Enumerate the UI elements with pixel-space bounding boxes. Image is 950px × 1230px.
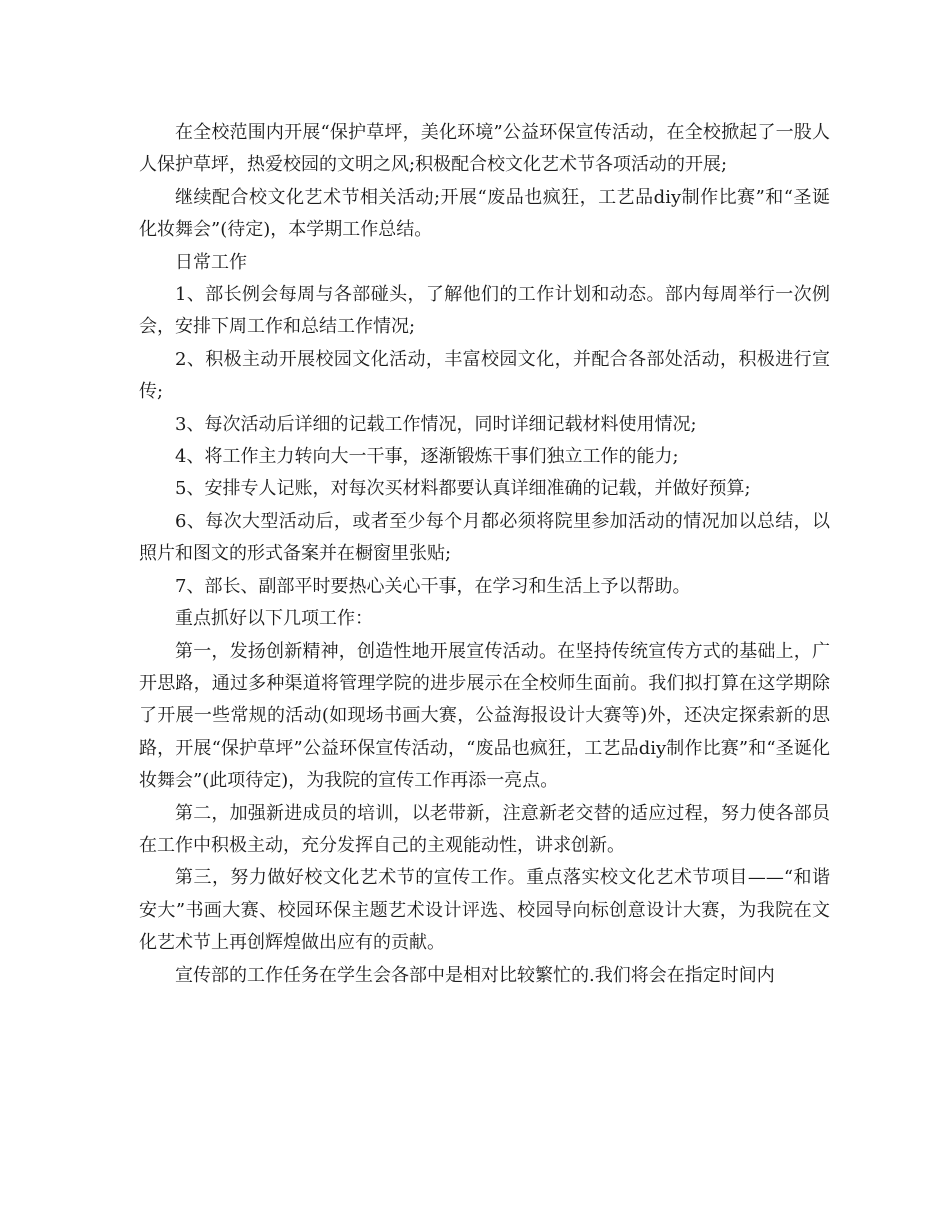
paragraph-second: 第二，加强新进成员的培训，以老带新，注意新老交替的适应过程，努力使各部员在工作中积极主动，充分发挥自己的主观能动性，讲求创新。 bbox=[139, 802, 830, 856]
list-item-2: 2、积极主动开展校园文化活动，丰富校园文化，并配合各部处活动，积极进行宣传; bbox=[139, 348, 830, 403]
heading-daily-work: 日常工作 bbox=[175, 251, 247, 273]
list-item-1: 1、部长例会每周与各部碰头，了解他们的工作计划和动态。部内每周举行一次例会，安排下周工作和总结工作情况; bbox=[139, 284, 830, 338]
list-item-4: 4、将工作主力转向大一干事，逐渐锻炼干事们独立工作的能力; bbox=[175, 446, 679, 468]
list-item-3: 3、每次活动后详细的记载工作情况，同时详细记载材料使用情况; bbox=[175, 413, 697, 435]
heading-key-work: 重点抓好以下几项工作： bbox=[175, 608, 373, 630]
paragraph-closing: 宣传部的工作任务在学生会各部中是相对比较繁忙的.我们将会在指定时间内 bbox=[175, 964, 775, 986]
paragraph-campaign: 在全校范围内开展“保护草坪，美化环境”公益环保宣传活动，在全校掀起了一股人人保护草坪，热爱校园的文明之风;积极配合校文化艺术节各项活动的开展; bbox=[139, 122, 830, 176]
list-item-5: 5、安排专人记账，对每次买材料都要认真详细准确的记载，并做好预算; bbox=[175, 478, 751, 500]
paragraph-third: 第三，努力做好校文化艺术节的宣传工作。重点落实校文化艺术节项目——“和谐安大”书画大赛、校园环保主题艺术设计评选、校园导向标创意设计大赛，为我院在文化艺术节上再创辉煌做出应有的贡献。 bbox=[139, 867, 830, 954]
list-item-7: 7、部长、副部平时要热心关心干事，在学习和生活上予以帮助。 bbox=[175, 575, 691, 597]
paragraph-first: 第一，发扬创新精神，创造性地开展宣传活动。在坚持传统宣传方式的基础上，广开思路，通过多种渠道将管理学院的进步展示在全校师生面前。我们拟打算在这学期除了开展一些常规的活动(如现场书画大赛，公益海报设计大赛等)外，还决定探索新的思路，开展“保护草坪”公益环保宣传活动，“废品也疯狂，工艺品diy制作比赛”和“圣诞化妆舞会”(此项待定)，为我院的宣传工作再添一亮点。 bbox=[139, 640, 830, 792]
list-item-6: 6、每次大型活动后，或者至少每个月都必须将院里参加活动的情况加以总结，以照片和图文的形式备案并在橱窗里张贴; bbox=[139, 510, 830, 565]
paragraph-art-festival: 继续配合校文化艺术节相关活动;开展“废品也疯狂，工艺品diy制作比赛”和“圣诞化妆舞会”(待定)，本学期工作总结。 bbox=[139, 186, 830, 241]
